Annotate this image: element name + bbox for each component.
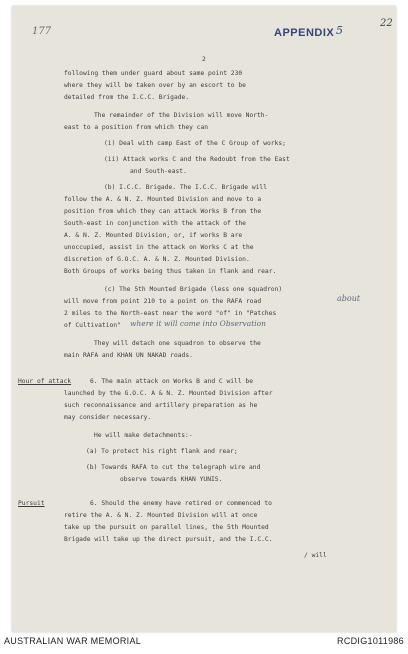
- body-line: Both Groups of works being thus taken in flank and rear.: [64, 268, 277, 275]
- body-line: may consider necessary.: [64, 414, 152, 421]
- body-line: position from which they can attack Works B from the: [64, 208, 262, 215]
- body-line: launched by the G.O.C. A & N. Z. Mounted Division after: [64, 390, 273, 397]
- body-line: South-east in conjunction with the attack of the: [64, 220, 246, 227]
- body-line: A. & N. Z. Mounted Division, or, if works B are: [64, 232, 243, 239]
- body-line: main RAFA and KHAN UN NAKAD roads.: [64, 352, 193, 359]
- body-line: observe towards KHAN YUNIS.: [120, 476, 223, 483]
- appendix-stamp: APPENDIX: [274, 27, 335, 39]
- body-line: east to a position from which they can: [64, 124, 209, 131]
- body-line: will move from point 210 to a point on the RAFA road: [64, 298, 262, 305]
- body-line: of Cultivation": [64, 322, 121, 329]
- side-heading-hour-of-attack: Hour of attack: [18, 378, 72, 385]
- body-line: such reconnaissance and artillery preparation as he: [64, 402, 258, 409]
- body-line: detailed from the I.C.C. Brigade.: [64, 94, 190, 101]
- body-line: follow the A. & N. Z. Mounted Division and move to a: [64, 196, 262, 203]
- body-line: discretion of G.O.C. A. & N. Z. Mounted Division.: [64, 256, 250, 263]
- page-number: 22: [380, 18, 393, 29]
- handwritten-reference: 177: [32, 26, 52, 37]
- body-line: unoccupied, assist in the attack on Works C at the: [64, 244, 254, 251]
- body-line: Brigade will take up the direct pursuit, and the I.C.C.: [64, 536, 273, 543]
- body-line: and South-east.: [130, 168, 187, 175]
- side-heading-pursuit: Pursuit: [18, 500, 45, 507]
- body-line: take up the pursuit on parallel lines, the 5th Mounted: [64, 524, 269, 531]
- body-line: where they will be taken over by an escort to be: [64, 82, 246, 89]
- body-line: 2 miles to the North-east near the word "of" in "Patches: [64, 310, 277, 317]
- body-line: (i) Deal with camp East of the C Group of works;: [104, 140, 286, 147]
- footer-credit: AUSTRALIAN WAR MEMORIAL: [4, 636, 142, 646]
- body-line: He will make detachments:-: [94, 432, 193, 439]
- document-page: [12, 6, 396, 632]
- body-line: retire the A. & N. Z. Mounted Division will at once: [64, 512, 258, 519]
- body-line: (ii) Attack works C and the Redoubt from the East: [104, 156, 290, 163]
- body-line: 6. The main attack on Works B and C will be: [90, 378, 254, 385]
- body-line: They will detach one squadron to observe the: [94, 340, 261, 347]
- sheet-number: 2: [202, 56, 206, 63]
- handwritten-note: where it will come into Observation: [130, 319, 266, 328]
- body-line: (c) The 5th Mounted Brigade (less one squadron): [104, 286, 283, 293]
- continuation-catchword: / will: [304, 552, 327, 559]
- body-line: (b) Towards RAFA to cut the telegraph wire and: [86, 464, 261, 471]
- appendix-number: 5: [336, 24, 343, 37]
- body-line: 6. Should the enemy have retired or commenced to: [90, 500, 272, 507]
- handwritten-note: about: [337, 294, 361, 303]
- body-line: The remainder of the Division will move North-: [94, 112, 269, 119]
- body-line: following them under guard about same point 230: [64, 70, 243, 77]
- footer-record-id: RCDIG1011986: [337, 636, 404, 646]
- body-line: (b) I.C.C. Brigade. The I.C.C. Brigade will: [104, 184, 268, 191]
- body-line: (a) To protect his right flank and rear;: [86, 448, 238, 455]
